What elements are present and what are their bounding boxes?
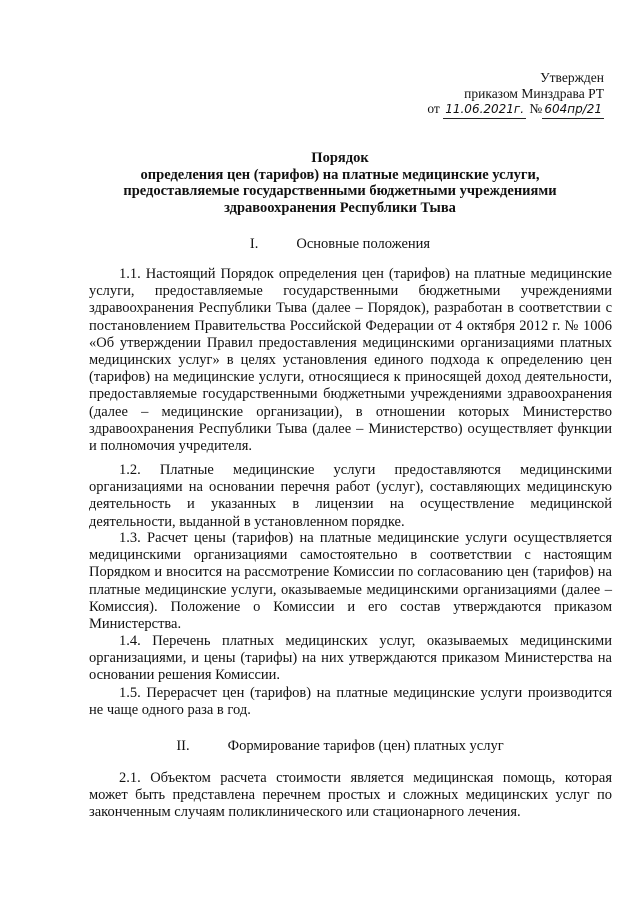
approval-from-label: от xyxy=(427,101,440,116)
paragraph-1-2: 1.2. Платные медицинские услуги предоставляются медицинскими организациями на основании перечня работ (услуг), составляющих медицинскую деятельность и указанных в лицензии на осуществление медицинской деятельности, выданной в установленном порядке. xyxy=(89,462,612,530)
approval-number-label: № xyxy=(529,101,543,116)
paragraph-2-1: 2.1. Объектом расчета стоимости является медицинская помощь, которая может быть представлена перечнем простых и сложных медицинских услуг по законченным случаям поликлинического или стационарного лечения. xyxy=(89,770,612,821)
paragraph-1-1: 1.1. Настоящий Порядок определения цен (тарифов) на платные медицинские услуги, предоставляемые государственными бюджетными учреждениями здравоохранения Республики Тыва (далее – Порядок), разработан в соответствии с постановлением Правительства Российской Федерации от 4 октября 2012 г. № 1006 «Об утверждении Правил предоставления медицинскими организациями платных медицинских услуг» в целях установления единого подхода к определению цен (тарифов) на медицинские услуги, относящиеся к приносящей доход деятельности, предоставляемые государственными бюджетными учреждениями здравоохранения (далее – медицинские организации), в отношении которых Министерство здравоохранения Республики Тыва (далее – Министерство) осуществляет функции и полномочия учредителя. xyxy=(89,266,612,455)
approval-number: 604пр/21 xyxy=(542,102,604,119)
approval-stamp xyxy=(427,70,604,119)
section-1-heading xyxy=(60,236,620,253)
title-line-1: Порядок xyxy=(311,150,369,166)
section-1-title: Основные положения xyxy=(296,236,431,252)
paragraph-1-5: 1.5. Перерасчет цен (тарифов) на платные медицинские услуги производится не чаще одного раза в год. xyxy=(89,685,612,719)
section-2-heading xyxy=(60,738,620,755)
section-2-number: II. xyxy=(176,738,190,754)
approval-line-1: Утвержден xyxy=(540,70,604,85)
title-line-4: здравоохранения Республики Тыва xyxy=(224,199,456,216)
document-title xyxy=(60,150,620,216)
approval-line-2: приказом Минздрава РТ xyxy=(464,85,604,101)
title-line-2: определения цен (тарифов) на платные медицинские услуги, xyxy=(140,166,540,183)
section-1-number: I. xyxy=(249,236,259,252)
title-line-3: предоставляемые государственными бюджетными учреждениями xyxy=(123,183,557,199)
approval-date: 11.06.2021г. xyxy=(443,102,526,119)
paragraph-1-4: 1.4. Перечень платных медицинских услуг, оказываемых медицинскими организациями, и цены (тарифы) на них утверждаются приказом Министерства на основании решения Комиссии. xyxy=(89,633,612,684)
paragraph-1-3: 1.3. Расчет цены (тарифов) на платные медицинские услуги осуществляется медицинскими организациями самостоятельно в соответствии с настоящим Порядком и вносится на рассмотрение Комиссии по согласованию цен (тарифов) на платные медицинские услуги, оказываемые медицинскими организациями (далее – Комиссия). Положение о Комиссии и его состав утверждаются приказом Министерства. xyxy=(89,530,612,633)
section-2-title: Формирование тарифов (цен) платных услуг xyxy=(227,738,504,754)
approval-line-3 xyxy=(427,101,604,119)
